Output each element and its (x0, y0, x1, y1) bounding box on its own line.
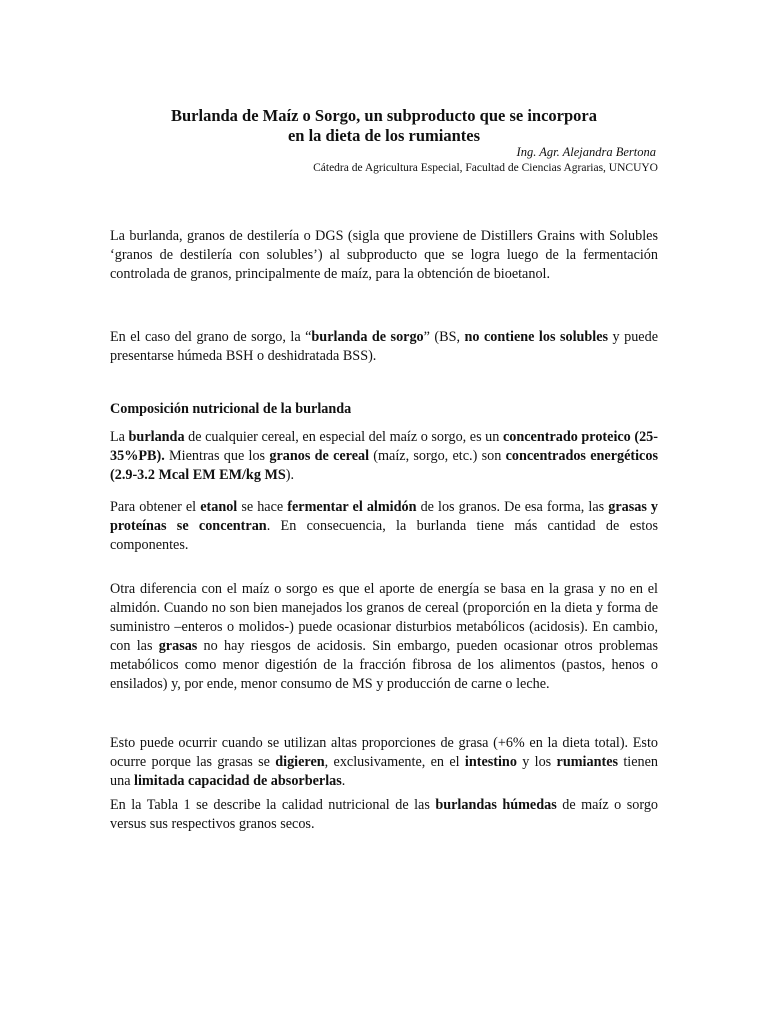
author-affiliation: Cátedra de Agricultura Especial, Facultad de Ciencias Agrarias, UNCUYO (313, 162, 658, 174)
paragraph-tabla: En la Tabla 1 se describe la calidad nutricional de las burlandas húmedas de maíz o sorgo versus sus respectivos granos secos. (110, 797, 659, 832)
paragraph-intro: La burlanda, granos de destilería o DGS (sigla que proviene de Distillers Grains with Solubles ‘granos de destilería con solubles’) al subproducto que se logra luego de la fermentación controlada de granos, principalmente de maíz, para la obtención de bioetanol. (110, 228, 658, 282)
paragraph-etanol: Para obtener el etanol se hace fermentar el almidón de los granos. De esa forma, las grasas y proteínas se concentran. En consecuencia, la burlanda tiene más cantidad de estos componentes. (110, 499, 659, 553)
paragraph-diferencia: Otra diferencia con el maíz o sorgo es que el aporte de energía se basa en la grasa y no en el almidón. Cuando no son bien manejados los granos de cereal (proporción en la dieta y forma de suministro –enteros o molidos-) puede ocasionar disturbios metabólicos (acidosis). En cambio, con las grasas no hay riesgos de acidosis. Sin embargo, pueden ocasionar otros problemas metabólicos como menor digestión de la fracción fibrosa de los alimentos (pastos, henos o ensilados) y, por ende, menor consumo de MS y producción de carne o leche. (110, 581, 658, 692)
title-line-2: en la dieta de los rumiantes (287, 126, 481, 145)
paragraph-sorgo: En el caso del grano de sorgo, la “burlanda de sorgo” (BS, no contiene los solubles y puede presentarse húmeda BSH o deshidratada BSS). (110, 329, 658, 364)
section-heading: Composición nutricional de la burlanda (110, 401, 352, 417)
title-line-1: Burlanda de Maíz o Sorgo, un subproducto que se incorpora (170, 106, 597, 125)
document-title (110, 106, 658, 146)
paragraph-composicion: La burlanda de cualquier cereal, en especial del maíz o sorgo, es un concentrado proteico (25-35%PB). Mientras que los granos de cereal (maíz, sorgo, etc.) son concentrados energéticos (2.9-3.2 Mcal EM EM/kg MS). (110, 429, 658, 483)
paragraph-grasa: Esto puede ocurrir cuando se utilizan altas proporciones de grasa (+6% en la dieta total). Esto ocurre porque las grasas se digieren, exclusivamente, en el intestino y los rumiantes tienen una limitada capacidad de absorberlas. (110, 735, 658, 789)
author-name: Ing. Agr. Alejandra Bertona (516, 145, 656, 159)
